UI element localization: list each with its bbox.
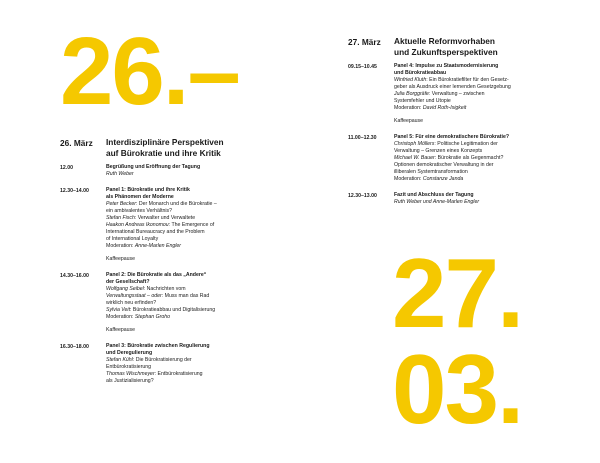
speaker-name: Christoph Möllers xyxy=(394,141,435,147)
speaker-name: Wolfgang Seibel xyxy=(106,286,144,292)
moderator-name: Anne-Marlen Engler xyxy=(134,243,181,249)
moderator-name: Constanze Janda xyxy=(422,176,464,182)
day1-title-line2: auf Bürokratie und ihre Kritik xyxy=(106,148,221,158)
big-date-26: 26.– xyxy=(60,18,239,125)
day2-title-line1: Aktuelle Reformvorhaben xyxy=(394,36,495,46)
entry-pause: Kaffeepause xyxy=(394,118,424,124)
entry-moderation: Moderation: Stephan Groho xyxy=(106,314,171,320)
big-date-03: 03. xyxy=(392,334,523,444)
entry-line: Christoph Möllers: Politische Legitimation der xyxy=(394,141,498,147)
speaker-name: Sylvia Veit xyxy=(106,307,131,313)
day1-program xyxy=(60,164,260,394)
moderator-name: David Roth-Isigkeit xyxy=(422,105,467,111)
entry-line: illiberalen Systemtransformation xyxy=(394,169,468,175)
entry-line: ein ambivalentes Verhältnis? xyxy=(106,208,173,214)
entry-line: als Justizialisierung? xyxy=(106,378,154,384)
day1-date: 26. März xyxy=(60,138,93,148)
entry-line: Julia Borggräfe: Verwaltung – zwischen xyxy=(394,91,485,97)
entry-title: Panel 1: Bürokratie und ihre Kritik xyxy=(106,187,190,193)
entry-time: 16.30–18.00 xyxy=(60,343,89,350)
entry-title: Fazit und Abschluss der Tagung xyxy=(394,192,474,198)
entry-speaker: Ruth Weber xyxy=(106,171,134,177)
entry-line: Systemfehler und Utopie xyxy=(394,98,451,104)
day1-title-line1: Interdisziplinäre Perspektiven xyxy=(106,137,224,147)
day2-program xyxy=(348,63,548,215)
entry-line: Wolfgang Seibel: Nachrichten vom xyxy=(106,286,186,292)
program-entry xyxy=(348,63,548,125)
day2-title-line2: und Zukunftsperspektiven xyxy=(394,47,498,57)
speaker-name: Stefan Fisch xyxy=(106,215,135,221)
entry-line: Sylvia Veit: Bürokratieabbau und Digitalisierung xyxy=(106,307,216,313)
speaker-name: Julia Borggräfe xyxy=(394,91,429,97)
entry-line: Stefan Fisch: Verwalter und Verwaltete xyxy=(106,215,196,221)
entry-line: Haakon Andreas Ikonomou: The Emergence of xyxy=(106,222,215,228)
entry-title: und Deregulierung xyxy=(106,350,153,356)
entry-line: Verwaltung – Grenzen eines Konzepts xyxy=(394,148,483,154)
program-entry xyxy=(60,272,260,334)
entry-line: geber als Ausdruck einer lernenden Gesetzgebung xyxy=(394,84,511,90)
speaker-name: Michael W. Bauer xyxy=(394,155,435,161)
entry-time: 12.00 xyxy=(60,164,73,171)
speaker-name: Winfried Kluth xyxy=(394,77,427,83)
entry-line: Thomas Wischmeyer: Entbürokratisierung xyxy=(106,371,203,377)
entry-line: Winfried Kluth: Ein Bürokratiefilter für den Gesetz- xyxy=(394,77,509,83)
entry-moderation: Moderation: Constanze Janda xyxy=(394,176,464,182)
entry-time: 12.30–13.00 xyxy=(348,192,377,199)
entry-line: Michael W. Bauer: Bürokratie als Gegenmacht? xyxy=(394,155,504,161)
entry-title: Panel 3: Bürokratie zwischen Regulierung xyxy=(106,343,210,349)
entry-line: International Bureaucracy and the Problem xyxy=(106,229,205,235)
entry-time: 14.30–16.00 xyxy=(60,272,89,279)
entry-line: Stefan Kühl: Die Bürokratisierung der xyxy=(106,357,192,363)
entry-title: Begrüßung und Eröffnung der Tagung xyxy=(106,164,201,170)
entry-moderation: Moderation: David Roth-Isigkeit xyxy=(394,105,467,111)
entry-line: Verwaltungsstaat – oder: Muss man das Rad xyxy=(106,293,210,299)
program-entry xyxy=(60,164,260,178)
speaker-name: Thomas Wischmeyer xyxy=(106,371,155,377)
entry-title: und Bürokratieabbau xyxy=(394,70,447,76)
program-entry xyxy=(60,187,260,263)
entry-line: Peter Becker: Der Monarch und die Bürokratie – xyxy=(106,201,217,207)
program-entry xyxy=(348,134,548,183)
entry-speaker: Ruth Weber und Anne-Marlen Engler xyxy=(394,199,480,205)
speaker-name: Verwaltungsstaat – oder xyxy=(106,293,162,299)
entry-pause: Kaffeepause xyxy=(106,327,136,333)
entry-line: Optionen demokratischer Verwaltung in der xyxy=(394,162,494,168)
entry-title: Panel 2: Die Bürokratie als das „Andere“ xyxy=(106,272,207,278)
entry-time: 09.15–10.45 xyxy=(348,63,377,70)
day2-header xyxy=(348,36,498,58)
entry-title: der Gesellschaft? xyxy=(106,279,150,285)
speaker-name: Peter Becker xyxy=(106,201,136,207)
entry-time: 12.30–14.00 xyxy=(60,187,89,194)
entry-time: 11.00–12.30 xyxy=(348,134,377,141)
day2-date: 27. März xyxy=(348,37,381,47)
entry-moderation: Moderation: Anne-Marlen Engler xyxy=(106,243,181,249)
day1-header xyxy=(60,137,224,159)
entry-line: of International Loyalty xyxy=(106,236,159,242)
entry-title: Panel 4: Impulse zu Staatsmodernisierung xyxy=(394,63,499,69)
program-entry xyxy=(348,192,548,206)
speaker-name: Stefan Kühl xyxy=(106,357,133,363)
moderator-name: Stephan Groho xyxy=(134,314,171,320)
day2-title xyxy=(394,36,498,58)
entry-line: wirklich neu erfinden? xyxy=(106,300,157,306)
big-date-27: 27. xyxy=(392,238,523,348)
day1-title xyxy=(106,137,224,159)
entry-title: Panel 5: Für eine demokratischere Bürokratie? xyxy=(394,134,510,140)
entry-line: Entbürokratisierung xyxy=(106,364,151,370)
entry-title: als Phänomen der Moderne xyxy=(106,194,174,200)
entry-pause: Kaffeepause xyxy=(106,256,136,262)
program-entry xyxy=(60,343,260,385)
speaker-name: Haakon Andreas Ikonomou xyxy=(106,222,169,228)
